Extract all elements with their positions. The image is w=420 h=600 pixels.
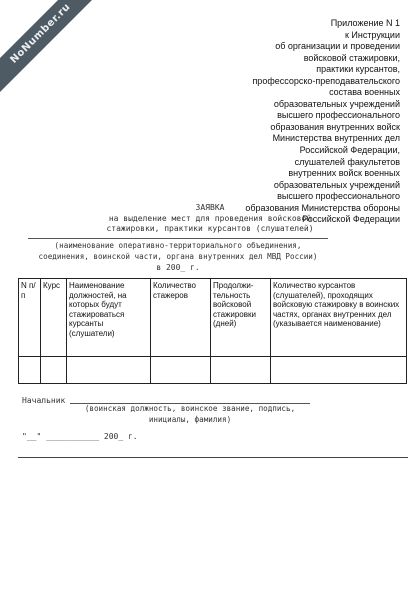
appendix-line: высшего профессионального [277,191,400,202]
table-header-row [19,279,407,357]
appendix-line: образования внутренних войск [270,121,400,132]
table-cell[interactable] [67,357,151,384]
organization-blank-line [28,238,328,239]
organization-caption-line-2: соединения, воинской части, органа внутренних дел МВД России) [38,251,318,261]
appendix-line: состава военных [329,87,400,98]
title-line-1: на выделение мест для проведения войсковой [108,213,312,223]
chief-caption-line-2: инициалы, фамилия) [148,414,232,424]
header-number: N п/п [19,279,41,357]
header-course: Курс [41,279,67,357]
table-cell[interactable] [211,357,271,384]
appendix-line: профессорско-преподавательского [252,75,400,86]
chief-label: Начальник [22,396,66,405]
organization-caption [0,241,356,262]
header-trainee-count: Количество стажеров [151,279,211,357]
watermark-ribbon: NoNumber.ru [0,0,103,96]
chief-caption-line-1: (воинская должность, воинское звание, подпись, [84,404,296,413]
appendix-line: Российской Федерации, [299,145,400,156]
header-duration: Продолжи- тельность войсковой стажировки (дней) [211,279,271,357]
appendix-line: Министерства внутренних дел [272,133,400,144]
table-cell[interactable] [271,357,407,384]
appendix-line: внутренних войск военных [288,168,400,179]
appendix-line: слушателей факультетов [294,156,400,167]
chief-caption [40,404,340,425]
table-row [19,357,407,384]
table-cell[interactable] [41,357,67,384]
title-line-2: стажировки, практики курсантов (слушателей) [106,224,314,233]
appendix-line: к Инструкции [344,29,400,40]
appendix-line: образовательных учреждений [273,98,400,109]
appendix-line: практики курсантов, [316,64,400,75]
table-cell[interactable] [151,357,211,384]
appendix-line: Российской Федерации [302,214,400,225]
organization-caption-line-1: (наименование оперативно-территориального объединения, [54,241,302,250]
bottom-divider [18,457,408,458]
appendix-line: Приложение N 1 [330,18,400,28]
table-cell[interactable] [19,357,41,384]
appendix-block [140,18,400,226]
date-line: "__" ___________ 200_ г. [22,432,138,441]
appendix-line: высшего профессионального [277,110,400,121]
document-title [0,203,420,235]
appendix-line: образовательных учреждений [273,179,400,190]
stazhirovka-table [18,278,407,384]
appendix-line: образования Министерства обороны [245,202,400,213]
year-line: в 200_ г. [156,263,200,272]
header-cadet-count: Количество курсантов (слушателей), проходящих войсковую стажировку в воинских частях, органах внутренних дел (указывается наименование) [271,279,407,357]
appendix-line: об организации и проведении [275,41,400,52]
appendix-line: войсковой стажировки, [303,52,400,63]
header-positions: Наименование должностей, на которых будут стажироваться курсанты (слушатели) [67,279,151,357]
title-heading: ЗАЯВКА [195,203,225,212]
